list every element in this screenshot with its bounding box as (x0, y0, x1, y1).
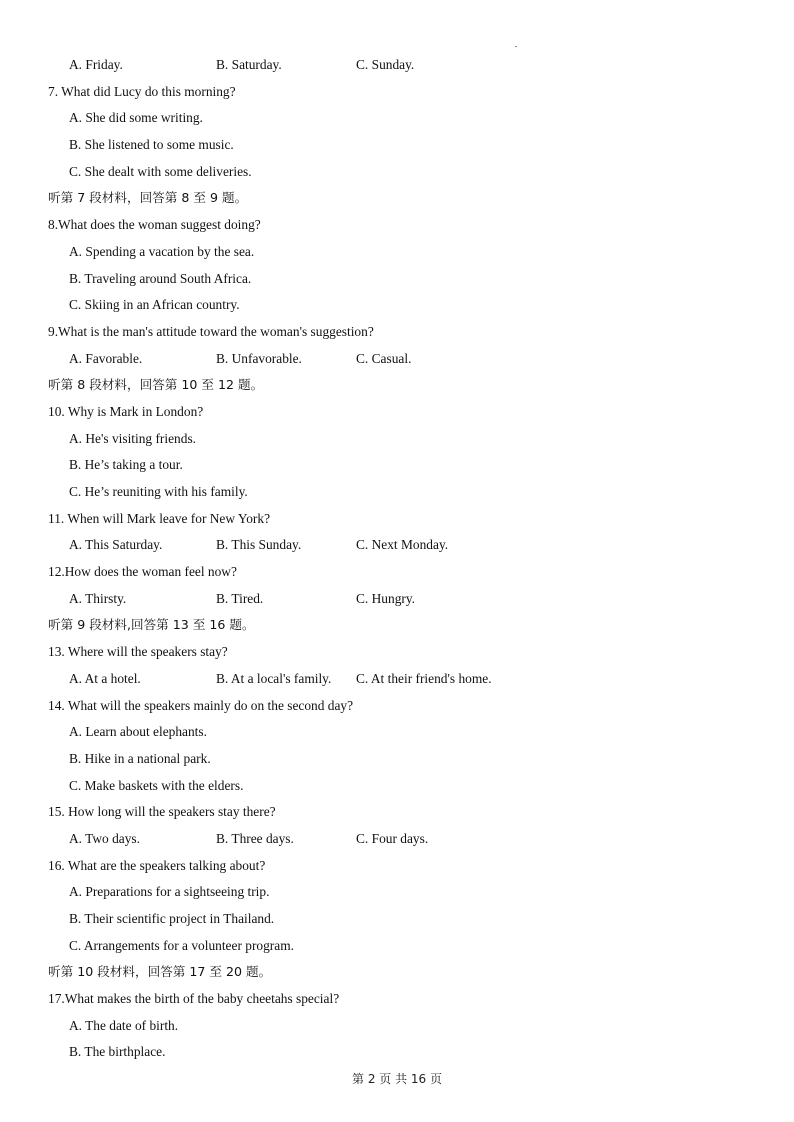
option-row (0, 826, 794, 853)
exam-page-content (0, 52, 794, 1066)
option: A. Spending a vacation by the sea. (69, 243, 255, 259)
option: C. Skiing in an African country. (69, 297, 240, 313)
question: 13. Where will the speakers stay? (48, 644, 228, 660)
question: 16. What are the speakers talking about? (48, 857, 266, 873)
option: A. The date of birth. (69, 1017, 179, 1033)
option: A. He's visiting friends. (69, 430, 197, 446)
question: 14. What will the speakers mainly do on the second day? (48, 697, 354, 713)
section-instruction: 听第 7 段材料，回答第 8 至 9 题。 (48, 190, 248, 206)
option-row (0, 346, 794, 373)
option-a: A. Friday. (69, 57, 123, 72)
option: B. She listened to some music. (69, 137, 234, 153)
option: C. Make baskets with the elders. (69, 777, 244, 793)
option: B. Traveling around South Africa. (69, 270, 252, 286)
page-footer: 第 2 页 共 16 页 (352, 1072, 442, 1086)
option-b: B. Unfavorable. (216, 350, 302, 366)
option-row (0, 666, 794, 693)
option-b: B. This Sunday. (216, 537, 302, 553)
section-instruction: 听第 8 段材料，回答第 10 至 12 题。 (48, 377, 264, 393)
option-b: B. Saturday. (216, 57, 282, 72)
option-b: B. At a local's family. (216, 670, 332, 686)
option-a: A. Two days. (69, 830, 140, 846)
question: 11. When will Mark leave for New York? (48, 510, 271, 526)
option-c: C. At their friend's home. (356, 670, 492, 686)
option-row (0, 52, 794, 79)
question: 15. How long will the speakers stay there? (48, 804, 276, 820)
option-c: C. Next Monday. (356, 537, 449, 553)
option-a: A. This Saturday. (69, 537, 163, 553)
option: A. Learn about elephants. (69, 724, 207, 740)
option: B. The birthplace. (69, 1044, 166, 1060)
question: 10. Why is Mark in London? (48, 403, 204, 419)
question: 7. What did Lucy do this morning? (48, 83, 236, 99)
option-a: A. Thirsty. (69, 590, 127, 606)
option-b: B. Tired. (216, 590, 264, 606)
question: 8.What does the woman suggest doing? (48, 217, 261, 233)
option-a: A. Favorable. (69, 350, 143, 366)
option-c: C. Hungry. (356, 590, 416, 606)
option: C. She dealt with some deliveries. (69, 163, 252, 179)
option: B. He’s taking a tour. (69, 457, 183, 473)
option-c: C. Sunday. (356, 57, 415, 72)
option: A. She did some writing. (69, 110, 203, 126)
question: 9.What is the man's attitude toward the woman's suggestion? (48, 323, 374, 339)
question: 12.How does the woman feel now? (48, 564, 237, 580)
option-row (0, 586, 794, 613)
option-c: C. Casual. (356, 350, 412, 366)
option: C. Arrangements for a volunteer program. (69, 937, 294, 953)
section-instruction: 听第 10 段材料，回答第 17 至 20 题。 (48, 964, 272, 980)
option: A. Preparations for a sightseeing trip. (69, 884, 270, 900)
option: B. Hike in a national park. (69, 750, 211, 766)
option: C. He’s reuniting with his family. (69, 484, 248, 499)
option-row (0, 532, 794, 559)
option-c: C. Four days. (356, 830, 429, 846)
scan-dot (515, 46, 517, 47)
section-instruction: 听第 9 段材料,回答第 13 至 16 题。 (48, 617, 255, 633)
option-a: A. At a hotel. (69, 670, 141, 686)
option: B. Their scientific project in Thailand. (69, 911, 275, 926)
option-b: B. Three days. (216, 830, 294, 846)
question: 17.What makes the birth of the baby cheetahs special? (48, 991, 340, 1007)
